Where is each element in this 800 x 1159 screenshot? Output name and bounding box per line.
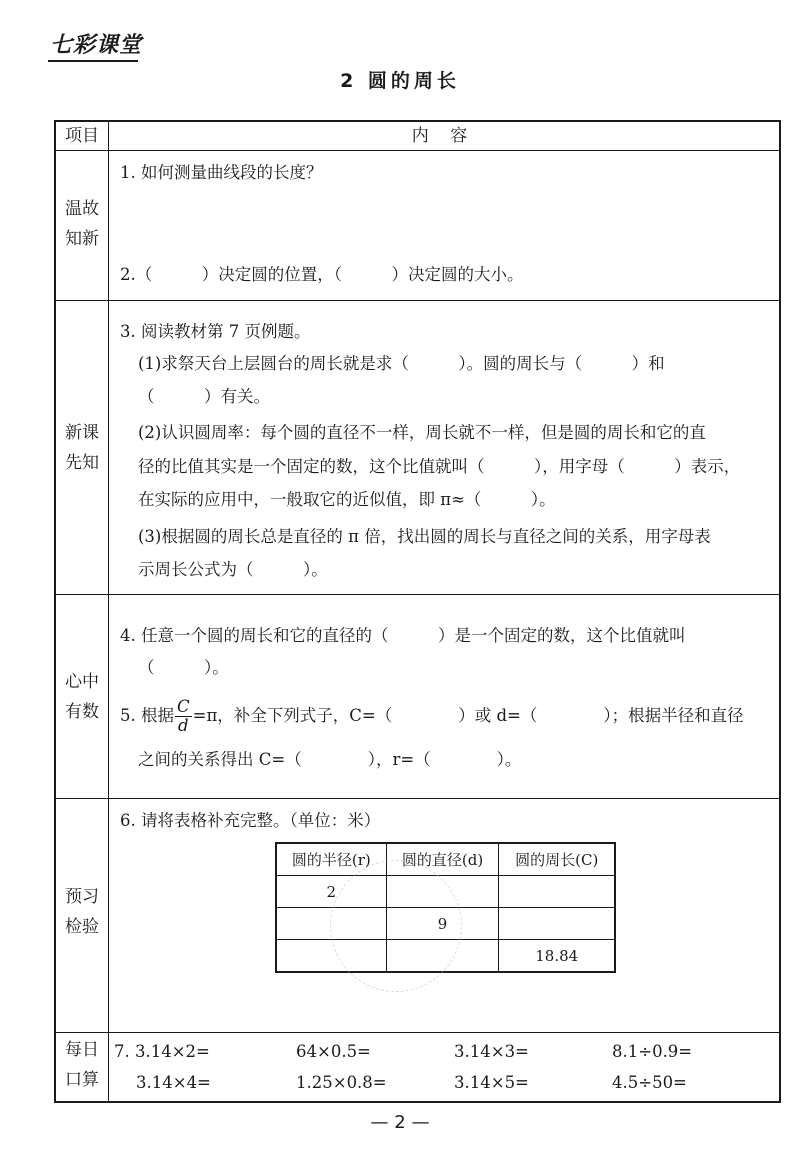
- question-6: 6. 请将表格补充完整。（单位：米）: [120, 811, 381, 830]
- question-3-part-2-cont: 在实际的应用中，一般取它的近似值，即 π≈（ ）。: [138, 490, 556, 509]
- brand-underline: [48, 60, 138, 62]
- question-5: 5. 根据 $\frac{C}{d}$ =π，补全下列式子，C=（ ）或 d=（ ）；根据半径和直径: [120, 697, 744, 735]
- question-3-part-1: (1)求祭天台上层圆台的周长就是求（ ）。圆的周长与（ ）和: [138, 354, 665, 373]
- row-divider: [56, 1032, 779, 1033]
- section-label-mind: 心中 有数: [65, 672, 99, 722]
- brand-logo: 七彩课堂: [50, 33, 143, 58]
- question-2: 2.（ ）决定圆的位置，（ ）决定圆的大小。: [120, 265, 524, 284]
- question-3-part-3: (3)根据圆的周长总是直径的 π 倍，找出圆的周长与直径之间的关系，用字母表: [138, 527, 711, 546]
- question-3-part-2: (2)认识圆周率：每个圆的直径不一样，周长就不一样，但是圆的周长和它的直: [138, 423, 706, 442]
- calc-item: 1.25×0.8=: [296, 1073, 387, 1092]
- table-cell: 18.84: [499, 940, 615, 973]
- calc-item: 7. 3.14×2=: [114, 1042, 210, 1061]
- section-label-new: 新课 先知: [65, 423, 99, 473]
- question-3-part-1-cont: （ ）有关。: [138, 387, 270, 406]
- calc-item: 3.14×3=: [454, 1042, 529, 1061]
- table-header-diameter: 圆的直径(d): [386, 843, 499, 876]
- row-divider: [56, 150, 779, 151]
- table-header-radius: 圆的半径(r): [276, 843, 386, 876]
- question-4-cont: （ ）。: [138, 658, 229, 677]
- table-cell: [499, 908, 615, 940]
- section-label-review: 温故 知新: [65, 199, 99, 249]
- row-divider: [56, 300, 779, 301]
- section-label-preview: 预习 检验: [65, 887, 99, 937]
- question-1: 1. 如何测量曲线段的长度？: [120, 163, 323, 182]
- table-header-row: [276, 843, 615, 876]
- calc-item: 3.14×4=: [136, 1073, 211, 1092]
- table-header-circumference: 圆的周长(C): [499, 843, 615, 876]
- table-cell: 9: [386, 908, 499, 940]
- calc-item: 3.14×5=: [454, 1073, 529, 1092]
- header-content: 内 容: [411, 126, 476, 146]
- page-number: — 2 —: [370, 1112, 430, 1133]
- header-item: 项目: [65, 126, 99, 146]
- calc-item: 8.1÷0.9=: [612, 1042, 693, 1061]
- question-3-part-2-cont: 径的比值其实是一个固定的数，这个比值就叫（ ），用字母（ ）表示，: [138, 457, 741, 476]
- table-cell: [499, 876, 615, 908]
- watermark-stamp: [330, 860, 462, 992]
- calc-item: 4.5÷50=: [612, 1073, 687, 1092]
- question-3-part-3-cont: 示周长公式为（ ）。: [138, 560, 328, 579]
- page-title: 2 圆的周长: [340, 70, 460, 92]
- fraction-c-over-d: $\frac{C}{d}$: [177, 697, 190, 735]
- column-divider: [108, 122, 109, 1101]
- question-4: 4. 任意一个圆的周长和它的直径的（ ）是一个固定的数，这个比值就叫: [120, 626, 686, 645]
- question-3: 3. 阅读教材第 7 页例题。: [120, 322, 311, 341]
- question-5-cont: 之间的关系得出 C=（ ），r=（ ）。: [138, 750, 522, 769]
- row-divider: [56, 594, 779, 595]
- calc-item: 64×0.5=: [296, 1042, 371, 1061]
- table-cell: 2: [276, 876, 386, 908]
- section-label-daily: 每日 口算: [65, 1040, 99, 1090]
- row-divider: [56, 798, 779, 799]
